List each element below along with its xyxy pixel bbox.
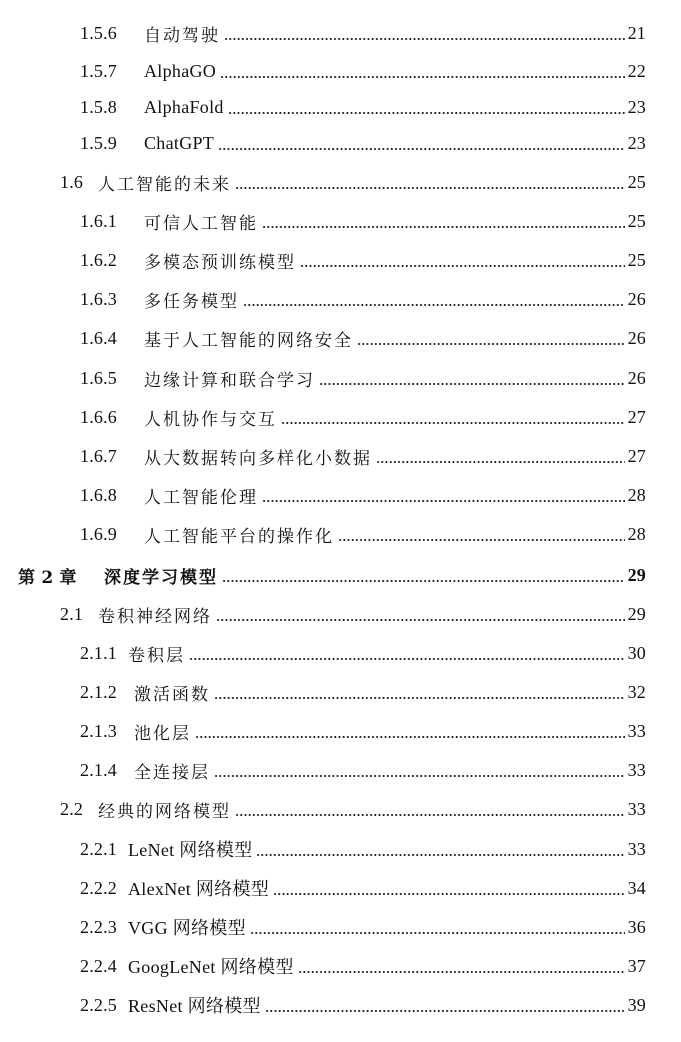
toc-page-number: 36 [627,916,646,937]
toc-number: 1.6.6 [80,406,117,427]
toc-entry-1-6-6[interactable] [80,402,646,432]
toc-page-number: 37 [627,955,646,976]
toc-title: 深度学习模型 [104,567,218,588]
toc-page-number: 25 [627,210,646,231]
toc-title: 多任务模型 [144,291,239,312]
toc-entry-1-6-3[interactable] [80,284,646,314]
toc-number: 1.6.7 [80,445,117,466]
toc-entry-1-6-5[interactable] [80,363,646,393]
toc-title: GoogLeNet 网络模型 [128,957,294,977]
toc-number: 1.6.1 [80,210,117,231]
toc-page-number: 33 [627,838,646,859]
toc-page-number: 33 [627,798,646,819]
dot-leader [376,461,625,463]
toc-page-number: 25 [627,249,646,270]
toc-entry-2-2[interactable] [60,794,646,824]
dot-leader [250,932,625,934]
toc-title: 人工智能的未来 [98,174,231,195]
toc-page-number: 26 [627,327,646,348]
dot-leader [300,265,625,267]
toc-number: 2.1 [60,603,84,624]
dot-leader [265,1010,625,1012]
toc-page-number: 32 [627,681,646,702]
toc-number: 1.6.2 [80,249,117,270]
toc-entry-2-2-4[interactable] [80,951,646,981]
toc-entry-chapter-2[interactable] [18,560,646,590]
toc-title: 池化层 [134,723,191,744]
toc-title: AlexNet 网络模型 [128,879,270,899]
toc-number: 1.6.9 [80,523,117,544]
toc-page-number: 26 [627,288,646,309]
dot-leader [262,500,625,502]
dot-leader [281,422,625,424]
toc-title: AlphaGO [144,60,217,81]
dot-leader [189,658,625,660]
toc-title: 卷积层 [128,645,185,666]
toc-page-number: 29 [627,564,646,585]
dot-leader [357,343,625,345]
toc-entry-2-1-2[interactable] [80,677,646,707]
toc-title: VGG 网络模型 [128,918,246,938]
toc-number: 2.1.2 [80,681,117,702]
toc-entry-2-1-3[interactable] [80,716,646,746]
toc-number: 2.1.1 [80,642,117,663]
toc-page-number: 33 [627,720,646,741]
toc-entry-2-1-4[interactable] [80,755,646,785]
toc-number: 1.6.5 [80,367,117,388]
toc-number: 1.6.3 [80,288,117,309]
toc-page-number: 34 [627,877,646,898]
toc-number: 1.5.7 [80,60,117,81]
toc-title: 人工智能平台的操作化 [144,526,334,547]
toc-page-number: 28 [627,523,646,544]
dot-leader [216,619,625,621]
toc-entry-1-5-9[interactable] [80,128,646,158]
toc-page-number: 30 [627,642,646,663]
toc-entry-2-2-3[interactable] [80,912,646,942]
toc-title: 人机协作与交互 [144,409,277,430]
dot-leader [218,148,624,150]
toc-title: 可信人工智能 [144,213,258,234]
toc-title: ChatGPT [144,132,215,153]
dot-leader [228,112,625,114]
toc-entry-1-5-6[interactable] [80,18,646,48]
toc-page-number: 22 [627,60,646,81]
dot-leader [338,539,625,541]
dot-leader [262,226,625,228]
toc-entry-1-5-8[interactable] [80,92,646,122]
toc-title: 人工智能伦理 [144,487,258,508]
toc-entry-2-2-2[interactable] [80,873,646,903]
dot-leader [256,854,624,856]
toc-number: 2.1.3 [80,720,117,741]
toc-entry-2-2-1[interactable] [80,834,646,864]
toc-entry-1-5-7[interactable] [80,56,646,86]
toc-title: 全连接层 [134,762,210,783]
toc-number: 2.2.2 [80,877,117,898]
dot-leader [235,814,625,816]
toc-number: 1.5.8 [80,96,117,117]
toc-entry-2-1-1[interactable] [80,638,646,668]
toc-page-number: 23 [627,96,646,117]
toc-page-number: 27 [627,406,646,427]
toc-entry-1-6-8[interactable] [80,480,646,510]
toc-entry-1-6-1[interactable] [80,206,646,236]
dot-leader [224,38,625,40]
toc-number: 1.5.9 [80,132,117,153]
toc-number: 2.2.5 [80,994,117,1015]
toc-title: 边缘计算和联合学习 [144,370,315,391]
dot-leader [243,304,625,306]
toc-title: AlphaFold [144,96,224,117]
toc-page-number: 23 [627,132,646,153]
toc-entry-2-1[interactable] [60,599,646,629]
dot-leader [319,383,625,385]
toc-title: LeNet 网络模型 [128,840,253,860]
dot-leader [273,893,625,895]
toc-number: 1.6 [60,171,84,192]
toc-page-number: 33 [627,759,646,780]
toc-page-number: 25 [627,171,646,192]
toc-entry-1-6[interactable] [60,167,646,197]
dot-leader [214,697,625,699]
dot-leader [214,775,625,777]
toc-page-number: 21 [627,22,646,43]
toc-number: 1.5.6 [80,22,117,43]
toc-entry-2-2-5[interactable] [80,990,646,1020]
toc-title: 自动驾驶 [144,25,220,46]
dot-leader [195,736,625,738]
toc-number: 1.6.8 [80,484,117,505]
toc-number: 第 2 章 [18,567,77,588]
toc-number: 2.2 [60,798,84,819]
toc-title: ResNet 网络模型 [128,996,261,1016]
dot-leader [298,971,625,973]
toc-number: 1.6.4 [80,327,117,348]
dot-leader [220,76,625,78]
dot-leader [235,187,625,189]
toc-page-number: 27 [627,445,646,466]
toc-number: 2.2.4 [80,955,117,976]
toc-title: 多模态预训练模型 [144,252,296,273]
toc-title: 从大数据转向多样化小数据 [144,448,372,469]
toc-page-number: 29 [627,603,646,624]
toc-title: 基于人工智能的网络安全 [144,330,353,351]
toc-page-number: 39 [627,994,646,1015]
toc-title: 激活函数 [134,684,210,705]
toc-number: 2.1.4 [80,759,117,780]
toc-entry-1-6-9[interactable] [80,519,646,549]
toc-number: 2.2.1 [80,838,117,859]
toc-title: 卷积神经网络 [98,606,212,627]
toc-entry-1-6-4[interactable] [80,323,646,353]
toc-entry-1-6-2[interactable] [80,245,646,275]
toc-entry-1-6-7[interactable] [80,441,646,471]
toc-title: 经典的网络模型 [98,801,231,822]
toc-page-number: 28 [627,484,646,505]
dot-leader [222,580,625,582]
toc-page-number: 26 [627,367,646,388]
toc-number: 2.2.3 [80,916,117,937]
